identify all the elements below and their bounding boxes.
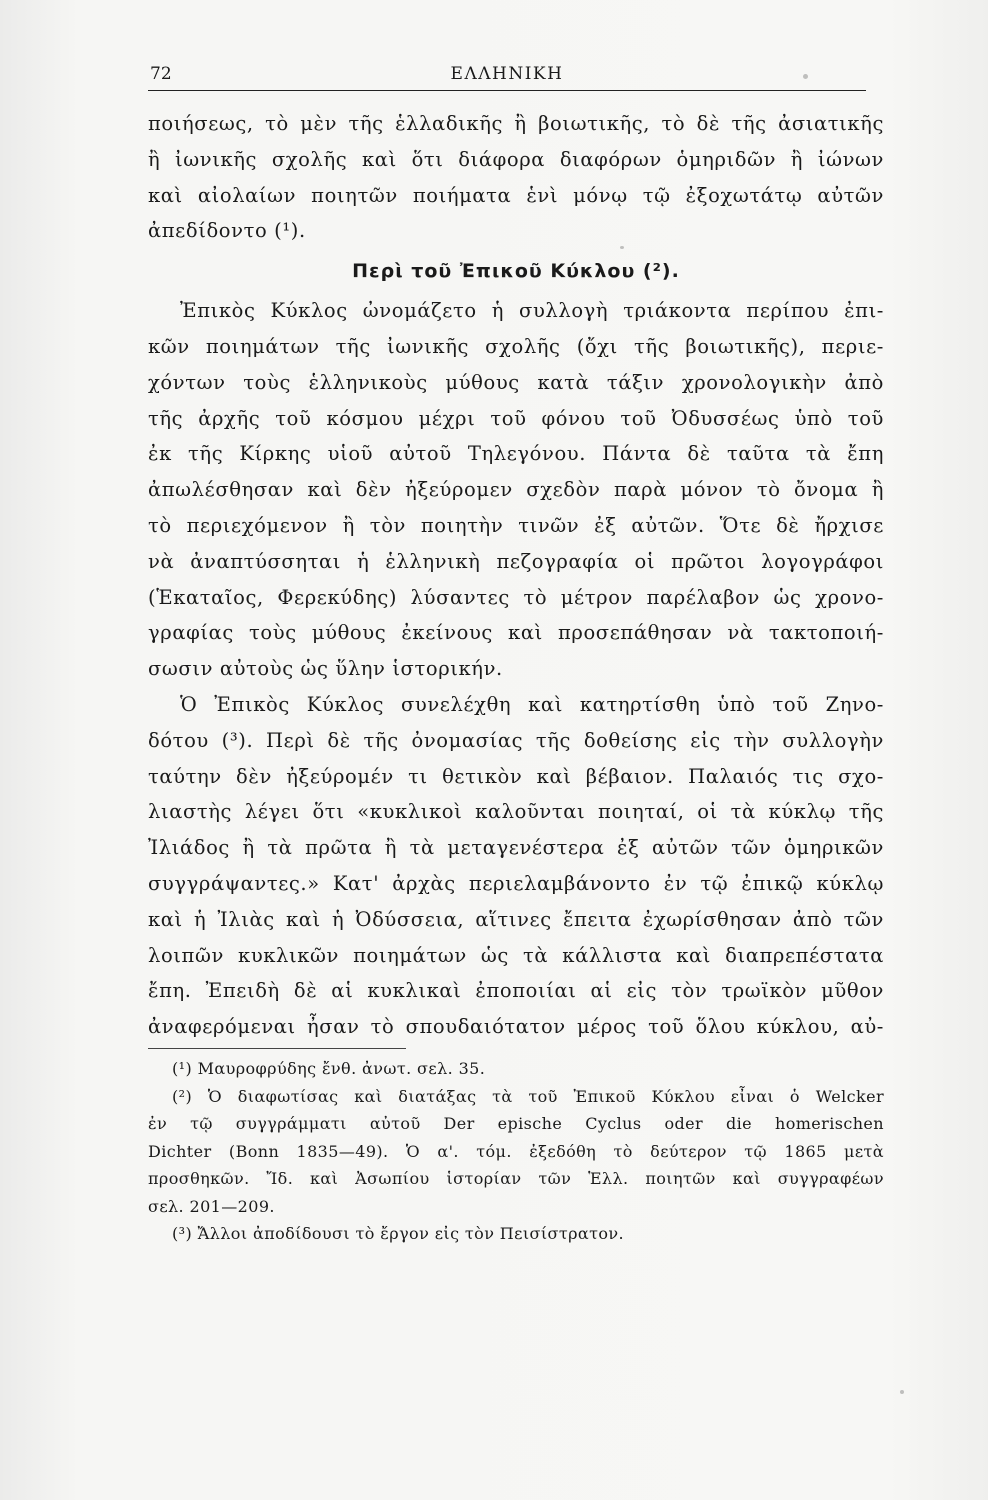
main-text <box>148 106 884 1045</box>
footnote-2-line: προσθηκῶν. Ἴδ. καὶ Ἀσωπίου ἱστορίαν τῶν Ἑλλ. ποιητῶν καὶ συγγραφέων <box>148 1169 884 1188</box>
running-title: ΕΛΛΗΝΙΚΗ <box>450 64 564 84</box>
text-line: λιαστὴς λέγει ὅτι «κυκλικοὶ καλοῦνται ποιηταί, οἱ τὰ κύκλῳ τῆς <box>148 800 884 824</box>
footnote-1: (¹) Μαυροφρύδης ἔνθ. ἀνωτ. σελ. 35. <box>172 1059 486 1078</box>
text-line: (Ἑκαταῖος, Φερεκύδης) λύσαντες τὸ μέτρον παρέλαβον ὡς χρονο- <box>148 585 884 609</box>
page-header <box>148 62 866 91</box>
paragraph-first-line: Ἐπικὸς Κύκλος ὠνομάζετο ἡ συλλογὴ τριάκοντα περίπου ἐπι- <box>180 299 884 323</box>
paper-speck <box>803 74 808 79</box>
section-heading: Περὶ τοῦ Ἐπικοῦ Κύκλου (²). <box>352 260 680 283</box>
text-line: καὶ ἡ Ἰλιὰς καὶ ἡ Ὀδύσσεια, αἵτινες ἔπειτα ἐχωρίσθησαν ἀπὸ τῶν <box>148 907 884 931</box>
footnote-2-line: Dichter (Bonn 1835—49). Ὁ α'. τόμ. ἐξεδόθη τὸ δεύτερον τῷ 1865 μετὰ <box>148 1141 884 1161</box>
paper-speck <box>900 1390 904 1394</box>
text-line: χόντων τοὺς ἑλληνικοὺς μύθους κατὰ τάξιν χρονολογικὴν ἀπὸ <box>148 370 884 394</box>
text-line: συγγράψαντες.» Κατ' ἀρχὰς περιελαμβάνοντο ἐν τῷ ἐπικῷ κύκλῳ <box>148 871 884 895</box>
text-line: ἀπωλέσθησαν καὶ δὲν ἠξεύρομεν σχεδὸν παρὰ μόνον τὸ ὄνομα ἢ <box>148 478 884 502</box>
footnote-2-line: (²) Ὁ διαφωτίσας καὶ διατάξας τὰ τοῦ Ἐπικοῦ Κύκλου εἶναι ὁ Welcker <box>172 1086 884 1106</box>
footnotes <box>148 1055 884 1248</box>
text-line: τὸ περιεχόμενον ἢ τὸν ποιητὴν τινῶν ἐξ αὐτῶν. Ὅτε δὲ ἤρχισε <box>148 513 884 537</box>
footnote-3: (³) Ἄλλοι ἀποδίδουσι τὸ ἔργον εἰς τὸν Πεισίστρατον. <box>172 1224 625 1243</box>
text-line: νὰ ἀναπτύσσηται ἡ ἑλληνικὴ πεζογραφία οἱ πρῶτοι λογογράφοι <box>148 549 884 573</box>
text-line: καὶ αἰολαίων ποιητῶν ποιήματα ἑνὶ μόνῳ τῷ ἐξοχωτάτῳ αὐτῶν <box>148 183 884 207</box>
paper-speck <box>620 246 624 249</box>
text-line: γραφίας τοὺς μύθους ἐκείνους καὶ προσεπάθησαν νὰ τακτοποιή- <box>148 621 884 645</box>
text-line: κῶν ποιημάτων τῆς ἰωνικῆς σχολῆς (ὄχι τῆς βοιωτικῆς), περιε- <box>148 334 884 358</box>
text-line: λοιπῶν κυκλικῶν ποιημάτων ὡς τὰ κάλλιστα καὶ διαπρεπέστατα <box>148 943 884 967</box>
text-line: ἐκ τῆς Κίρκης υἱοῦ αὐτοῦ Τηλεγόνου. Πάντα δὲ ταῦτα τὰ ἔπη <box>148 442 884 466</box>
text-line: ἔπη. Ἐπειδὴ δὲ αἱ κυκλικαὶ ἐποποιίαι αἱ εἰς τὸν τρωϊκὸν μῦθον <box>148 979 884 1003</box>
footnote-2-line: σελ. 201—209. <box>148 1196 275 1216</box>
text-line: ταύτην δὲν ἠξεύρομέν τι θετικὸν καὶ βέβαιον. Παλαιός τις σχο- <box>148 764 884 788</box>
text-line: τῆς ἀρχῆς τοῦ κόσμου μέχρι τοῦ φόνου τοῦ Ὀδυσσέως ὑπὸ τοῦ <box>148 406 884 430</box>
text-line: ἢ ἰωνικῆς σχολῆς καὶ ὅτι διάφορα διαφόρων ὁμηριδῶν ἢ ἰώνων <box>148 147 884 171</box>
text-line: σωσιν αὐτοὺς ὡς ὕλην ἱστορικήν. <box>148 657 503 681</box>
text-line: ἀπεδίδοντο (¹). <box>148 219 306 243</box>
footnote-2-line: ἐν τῷ συγγράμματι αὐτοῦ Der epische Cyclus oder die homerischen <box>148 1114 884 1133</box>
text-line: Ἰλιάδος ἢ τὰ πρῶτα ἢ τὰ μεταγενέστερα ἐξ αὐτῶν τῶν ὁμηρικῶν <box>148 836 884 860</box>
text-line: ἀναφερόμεναι ἦσαν τὸ σπουδαιότατον μέρος τοῦ ὅλου κύκλου, αὐ- <box>148 1015 884 1039</box>
text-line: δότου (³). Περὶ δὲ τῆς ὀνομασίας τῆς δοθείσης εἰς τὴν συλλογὴν <box>148 728 884 752</box>
page-number: 72 <box>150 64 172 84</box>
footnote-divider <box>148 1048 406 1049</box>
text-line: ποιήσεως, τὸ μὲν τῆς ἑλλαδικῆς ἢ βοιωτικῆς, τὸ δὲ τῆς ἀσιατικῆς <box>148 112 884 135</box>
paragraph-first-line: Ὁ Ἐπικὸς Κύκλος συνελέχθη καὶ κατηρτίσθη ὑπὸ τοῦ Ζηνο- <box>180 692 884 716</box>
